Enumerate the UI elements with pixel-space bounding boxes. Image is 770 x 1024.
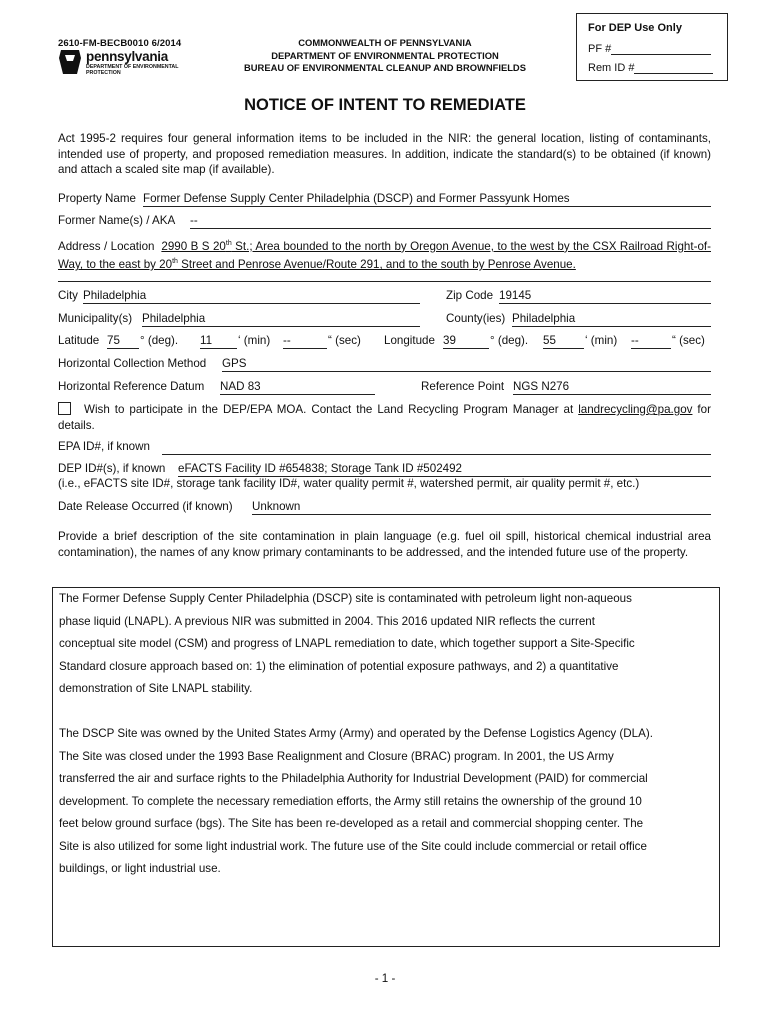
description-line: transferred the air and surface rights to the Philadelphia Authority for Industrial Development (PAID) for commercial [59, 772, 648, 785]
h-method-label: Horizontal Collection Method [58, 357, 207, 370]
page-title: NOTICE OF INTENT TO REMEDIATE [244, 96, 526, 114]
description-text [59, 588, 709, 881]
date-release-field[interactable]: Unknown [252, 500, 711, 515]
longitude-deg-field[interactable]: 39 [443, 334, 489, 349]
former-names-label: Former Name(s) / AKA [58, 214, 176, 227]
page-number: - 1 - [374, 972, 396, 985]
date-release-label: Date Release Occurred (if known) [58, 500, 233, 513]
moa-email-link[interactable]: landrecycling@pa.gov [578, 403, 693, 416]
keystone-icon [58, 49, 82, 75]
pf-field[interactable]: PF # [588, 43, 711, 55]
description-line: buildings, or light industrial use. [59, 862, 221, 875]
description-line: Site is also utilized for some light industrial work. The future use of the Site could include commercial or retail office [59, 839, 647, 853]
latitude-deg-field[interactable]: 75 [107, 334, 139, 349]
description-line: Standard closure approach based on: 1) the elimination of potential exposure pathways, and 2) a quantitative [59, 659, 619, 673]
dep-use-only-box [576, 13, 728, 81]
dep-id-label: DEP ID#(s), if known [58, 462, 166, 475]
city-label: City [58, 289, 78, 302]
latitude-min-field[interactable]: 11 [200, 334, 237, 349]
dep-box-title: For DEP Use Only [588, 22, 682, 34]
dep-id-note: (i.e., eFACTS site ID#, storage tank facility ID#, water quality permit #, watershed permit, air quality permit #, etc.) [58, 477, 640, 490]
address-block [58, 236, 711, 273]
rem-id-field[interactable]: Rem ID # [588, 62, 713, 74]
sec-label: “ (sec) [672, 334, 705, 347]
county-field[interactable]: Philadelphia [512, 312, 711, 327]
zip-label: Zip Code [446, 289, 494, 302]
h-datum-field[interactable]: NAD 83 [220, 380, 375, 395]
epa-id-label: EPA ID#, if known [58, 440, 150, 453]
latitude-label: Latitude [58, 334, 100, 347]
description-line: demonstration of Site LNAPL stability. [59, 682, 253, 695]
logo-wordmark: pennsylvania [86, 49, 168, 64]
pennsylvania-logo [58, 49, 193, 79]
municipality-field[interactable]: Philadelphia [142, 312, 420, 327]
min-label: ‘ (min) [238, 334, 271, 347]
description-line: The Site was closed under the 1993 Base Realignment and Closure (BRAC) program. In 2001, the US Army [59, 749, 614, 763]
agency-line: COMMONWEALTH OF PENNSYLVANIA [298, 37, 472, 48]
agency-line: DEPARTMENT OF ENVIRONMENTAL PROTECTION [271, 49, 499, 61]
ref-point-label: Reference Point [421, 380, 505, 393]
epa-id-field[interactable] [162, 440, 711, 455]
intro-paragraph: Act 1995-2 requires four general information items to be included in the NIR: the general location, listing of contaminants, intended use of property, and proposed remediation measures. In addition, indicate the standard(s) to be obtained (if known) and attach a scaled site map (if available). [58, 132, 711, 176]
h-method-field[interactable]: GPS [222, 357, 711, 372]
address-underline [58, 281, 711, 282]
sec-label: “ (sec) [328, 334, 361, 347]
zip-field[interactable]: 19145 [499, 289, 711, 304]
description-line: conceptual site model (CSM) and progress of LNAPL remediation to date, which together support a Site-Specific [59, 637, 635, 650]
longitude-min-field[interactable]: 55 [543, 334, 584, 349]
description-line: development. To complete the necessary remediation efforts, the Army still retains the ownership of the ground 10 [59, 794, 642, 808]
city-field[interactable]: Philadelphia [83, 289, 420, 304]
h-datum-label: Horizontal Reference Datum [58, 380, 205, 393]
address-field[interactable]: 2990 B S 20th St.; Area bounded to the north by Oregon Avenue, to the west by the CSX Railroad Right-of-Way, to the east by 20th Street and Penrose Avenue/Route 291, and to the south by Penrose Avenue. [58, 239, 711, 272]
agency-line: BUREAU OF ENVIRONMENTAL CLEANUP AND BROWNFIELDS [244, 62, 526, 73]
longitude-label: Longitude [384, 334, 435, 347]
description-textbox[interactable] [52, 587, 720, 947]
moa-text: Wish to participate in the DEP/EPA MOA. Contact the Land Recycling Program Manager at landrecycling@pa.gov for details. [58, 403, 711, 432]
ref-point-field[interactable]: NGS N276 [513, 380, 711, 395]
description-line: phase liquid (LNAPL). A previous NIR was submitted in 2004. This 2016 updated NIR reflects the current [59, 614, 595, 628]
form-id: 2610-FM-BECB0010 6/2014 [58, 38, 182, 49]
county-label: County(ies) [446, 312, 506, 325]
description-line: feet below ground surface (bgs). The Site has been re-developed as a retail and commercial shopping center. The [59, 817, 644, 830]
latitude-sec-field[interactable]: -- [283, 334, 327, 349]
property-name-label: Property Name [58, 192, 136, 205]
agency-header [230, 37, 540, 75]
municipality-label: Municipality(s) [58, 312, 133, 325]
logo-subtitle: DEPARTMENT OF ENVIRONMENTAL PROTECTION [86, 64, 179, 76]
dep-id-field[interactable]: eFACTS Facility ID #654838; Storage Tank ID #502492 [178, 462, 711, 477]
description-line: The DSCP Site was owned by the United States Army (Army) and operated by the Defense Logistics Agency (DLA). [59, 727, 653, 740]
address-label: Address / Location [58, 239, 155, 253]
former-names-field[interactable]: -- [190, 214, 711, 229]
min-label: ‘ (min) [585, 334, 618, 347]
deg-label: ° (deg). [490, 334, 529, 347]
property-name-field[interactable]: Former Defense Supply Center Philadelphia (DSCP) and Former Passyunk Homes [143, 192, 711, 207]
description-line: The Former Defense Supply Center Philadelphia (DSCP) site is contaminated with petroleum light non-aqueous [59, 592, 632, 605]
deg-label: ° (deg). [140, 334, 179, 347]
description-prompt: Provide a brief description of the site contamination in plain language (e.g. fuel oil spill, historical chemical industrial area contamination), the names of any know primary contaminants to be addressed, and the intended future use of the property. [58, 530, 711, 559]
longitude-sec-field[interactable]: -- [631, 334, 671, 349]
